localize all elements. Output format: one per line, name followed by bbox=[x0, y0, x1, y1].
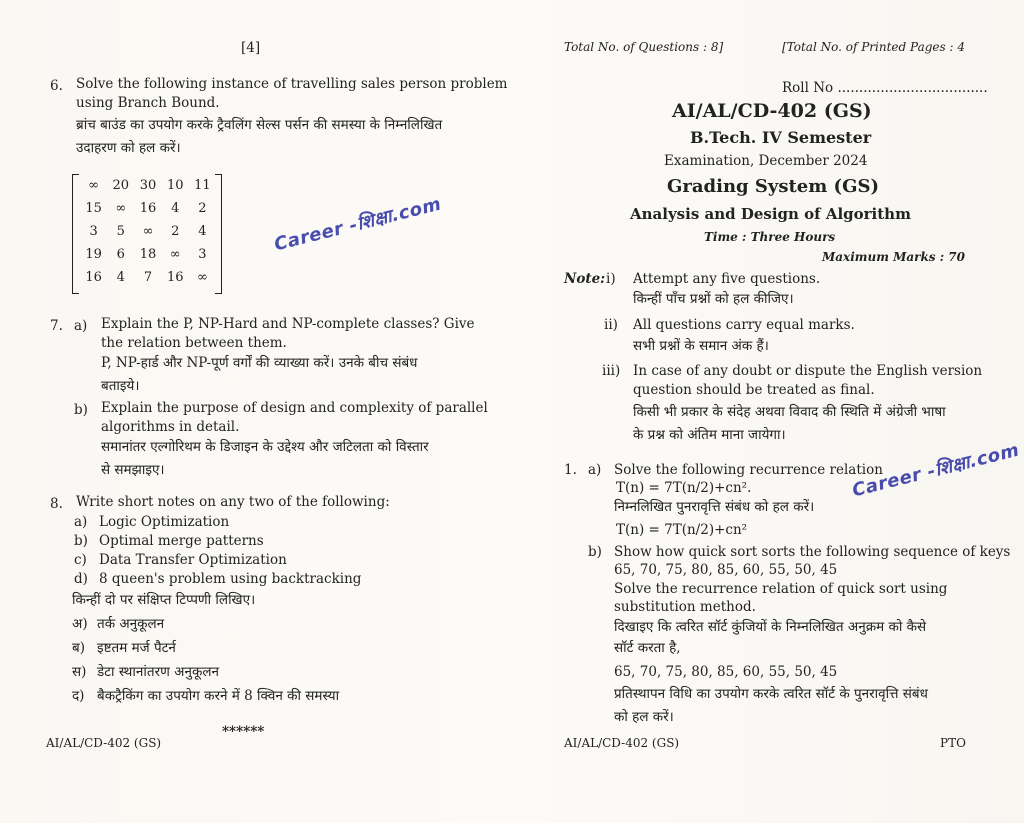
q8-item-text: Optimal merge patterns bbox=[99, 533, 264, 549]
q8-hi-intro: किन्हीं दो पर संक्षिप्त टिप्पणी लिखिए। bbox=[72, 592, 256, 608]
matrix-cell: 16 bbox=[85, 270, 102, 285]
matrix-cell: 2 bbox=[198, 201, 207, 216]
q7b-text-hi-2: से समझाइए। bbox=[101, 462, 165, 478]
semester: B.Tech. IV Semester bbox=[690, 128, 872, 147]
time-duration: Time : Three Hours bbox=[704, 230, 836, 244]
note-iii-label: iii) bbox=[602, 363, 621, 379]
q1a-equation-hi: T(n) = 7T(n/2)+cn² bbox=[616, 522, 748, 538]
q7a-text-en-2: the relation between them. bbox=[101, 335, 287, 351]
q7a-text-en-1: Explain the P, NP-Hard and NP-complete classes? Give bbox=[101, 316, 475, 332]
grading-system: Grading System (GS) bbox=[667, 176, 879, 197]
q7-number: 7. bbox=[50, 318, 63, 334]
right-page bbox=[512, 0, 1024, 823]
q8-hi-item-label: ब) bbox=[72, 640, 85, 656]
q7b-text-en-1: Explain the purpose of design and complexity of parallel bbox=[101, 400, 488, 416]
matrix-cell: ∞ bbox=[196, 270, 208, 285]
q7a-label: a) bbox=[74, 318, 88, 334]
matrix-cell: ∞ bbox=[169, 247, 181, 262]
q7b-label: b) bbox=[74, 402, 88, 418]
q1b-text-en-2: Solve the recurrence relation of quick sort using bbox=[614, 581, 948, 597]
q7b-text-hi-1: समानांतर एल्गोरिथम के डिजाइन के उद्देश्य और जटिलता को विस्तार bbox=[101, 439, 429, 455]
matrix-cell: 4 bbox=[116, 270, 125, 285]
note-i-label: i) bbox=[606, 271, 616, 287]
matrix-row bbox=[80, 178, 216, 193]
end-marks: ****** bbox=[222, 724, 265, 740]
q1a-text-hi: निम्नलिखित पुनरावृत्ति संबंध को हल करें। bbox=[614, 499, 815, 515]
q8-item-label: b) bbox=[74, 533, 88, 549]
paper-code: AI/AL/CD-402 (GS) bbox=[672, 100, 872, 122]
q1b-label: b) bbox=[588, 544, 602, 560]
q6-text-en-1: Solve the following instance of travelling sales person problem bbox=[76, 76, 508, 92]
q8-hi-item-text: तर्क अनुकूलन bbox=[97, 616, 165, 632]
q8-item-label: a) bbox=[74, 514, 88, 530]
note-iii-hi-2: के प्रश्न को अंतिम माना जायेगा। bbox=[633, 427, 786, 443]
matrix-cell: ∞ bbox=[88, 178, 100, 193]
q1a-label: a) bbox=[588, 462, 602, 478]
exam-session: Examination, December 2024 bbox=[664, 153, 868, 169]
matrix-cell: 10 bbox=[166, 178, 184, 193]
watermark-stamp: Career -शिक्षा.com bbox=[272, 193, 444, 256]
q1b-sequence: 65, 70, 75, 80, 85, 60, 55, 50, 45 bbox=[614, 562, 838, 578]
q1b-sequence-hi: 65, 70, 75, 80, 85, 60, 55, 50, 45 bbox=[614, 664, 838, 680]
note-iii-hi-1: किसी भी प्रकार के संदेह अथवा विवाद की स्थिति में अंग्रेजी भाषा bbox=[633, 404, 946, 420]
matrix-cell: 11 bbox=[194, 178, 211, 193]
q7a-text-hi-1: P, NP-हार्ड और NP-पूर्ण वर्गों की व्याख्या करें। उनके बीच संबंध bbox=[101, 355, 418, 371]
q8-hi-item-text: बैकट्रैकिंग का उपयोग करने में 8 क्विन की समस्या bbox=[97, 688, 340, 704]
q1b-text-en-3: substitution method. bbox=[614, 599, 756, 615]
matrix-row bbox=[80, 270, 216, 285]
watermark-stamp: Career -शिक्षा.com bbox=[850, 439, 1022, 502]
q1b-text-hi-4: को हल करें। bbox=[614, 709, 674, 725]
matrix-cell: 15 bbox=[85, 201, 102, 216]
q8-number: 8. bbox=[50, 496, 63, 512]
matrix-cell: 19 bbox=[85, 247, 102, 262]
q8-item-label: d) bbox=[74, 571, 88, 587]
matrix-cell: 3 bbox=[89, 224, 98, 239]
note-iii-en-2: question should be treated as final. bbox=[633, 382, 875, 398]
q8-hi-item-label: स) bbox=[72, 664, 87, 680]
matrix-cell: 2 bbox=[171, 224, 180, 239]
matrix-cell: 4 bbox=[171, 201, 180, 216]
q6-text-en-2: using Branch Bound. bbox=[76, 95, 220, 111]
matrix-row bbox=[80, 224, 216, 239]
note-ii-en: All questions carry equal marks. bbox=[633, 317, 855, 333]
matrix-cell: 3 bbox=[198, 247, 207, 262]
footer-code: AI/AL/CD-402 (GS) bbox=[564, 736, 680, 750]
subject-title: Analysis and Design of Algorithm bbox=[630, 205, 911, 223]
matrix-cell: 20 bbox=[112, 178, 130, 193]
matrix-cell: 5 bbox=[116, 224, 125, 239]
matrix-cell: ∞ bbox=[142, 224, 154, 239]
note-i-en: Attempt any five questions. bbox=[633, 271, 821, 287]
q8-item-text: Logic Optimization bbox=[99, 514, 230, 530]
total-questions: Total No. of Questions : 8] bbox=[564, 40, 724, 54]
q8-hi-item-text: इष्टतम मर्ज पैटर्न bbox=[97, 640, 176, 656]
cost-matrix bbox=[72, 174, 222, 292]
note-i-hi: किन्हीं पाँच प्रश्नों को हल कीजिए। bbox=[633, 291, 794, 307]
q8-item-text: Data Transfer Optimization bbox=[99, 552, 287, 568]
total-pages: [Total No. of Printed Pages : 4 bbox=[782, 40, 965, 54]
q8-intro: Write short notes on any two of the following: bbox=[76, 494, 390, 510]
matrix-cell: 18 bbox=[139, 247, 157, 262]
q8-item-label: c) bbox=[74, 552, 87, 568]
matrix-cell: 30 bbox=[139, 178, 157, 193]
q1-number: 1. bbox=[564, 462, 577, 478]
matrix-row bbox=[80, 247, 216, 262]
matrix-right-bracket bbox=[215, 174, 222, 294]
max-marks: Maximum Marks : 70 bbox=[822, 250, 966, 264]
matrix-cell: 7 bbox=[143, 270, 153, 285]
matrix-cell: 16 bbox=[139, 201, 157, 216]
matrix-cell: ∞ bbox=[115, 201, 127, 216]
q6-text-hi-1: ब्रांच बाउंड का उपयोग करके ट्रैवलिंग सेल्स पर्सन की समस्या के निम्नलिखित bbox=[76, 117, 443, 133]
q8-hi-item-text: डेटा स्थानांतरण अनुकूलन bbox=[97, 664, 219, 680]
matrix-cell: 6 bbox=[116, 247, 125, 262]
matrix-cell: 16 bbox=[166, 270, 184, 285]
q1b-text-hi-1: दिखाइए कि त्वरित सॉर्ट कुंजियों के निम्नलिखित अनुक्रम को कैसे bbox=[614, 619, 927, 635]
q8-hi-item-label: अ) bbox=[72, 616, 88, 632]
q7b-text-en-2: algorithms in detail. bbox=[101, 419, 240, 435]
q1b-text-en-1: Show how quick sort sorts the following sequence of keys bbox=[614, 544, 1011, 560]
q6-text-hi-2: उदाहरण को हल करें। bbox=[76, 140, 181, 156]
q7a-text-hi-2: बताइये। bbox=[101, 378, 140, 394]
note-label: Note: bbox=[564, 271, 606, 287]
footer-code: AI/AL/CD-402 (GS) bbox=[46, 736, 162, 750]
page-number: [4] bbox=[241, 40, 261, 56]
matrix-left-bracket bbox=[72, 174, 79, 294]
q6-number: 6. bbox=[50, 78, 63, 94]
pto-label: PTO bbox=[940, 736, 966, 750]
q8-item-text: 8 queen's problem using backtracking bbox=[99, 571, 362, 587]
q1b-text-hi-2: सॉर्ट करता है, bbox=[614, 640, 681, 656]
roll-no: Roll No ................................... bbox=[782, 80, 988, 96]
q1a-equation: T(n) = 7T(n/2)+cn². bbox=[616, 480, 752, 496]
note-ii-hi: सभी प्रश्नों के समान अंक हैं। bbox=[633, 338, 769, 354]
note-iii-en-1: In case of any doubt or dispute the English version bbox=[633, 363, 983, 379]
q1a-text-en: Solve the following recurrence relation bbox=[614, 462, 883, 478]
note-ii-label: ii) bbox=[604, 317, 618, 333]
matrix-row bbox=[80, 201, 216, 216]
matrix-cell: 4 bbox=[198, 224, 207, 239]
q1b-text-hi-3: प्रतिस्थापन विधि का उपयोग करके त्वरित सॉर्ट के पुनरावृत्ति संबंध bbox=[614, 686, 928, 702]
q8-hi-item-label: द) bbox=[72, 688, 85, 704]
